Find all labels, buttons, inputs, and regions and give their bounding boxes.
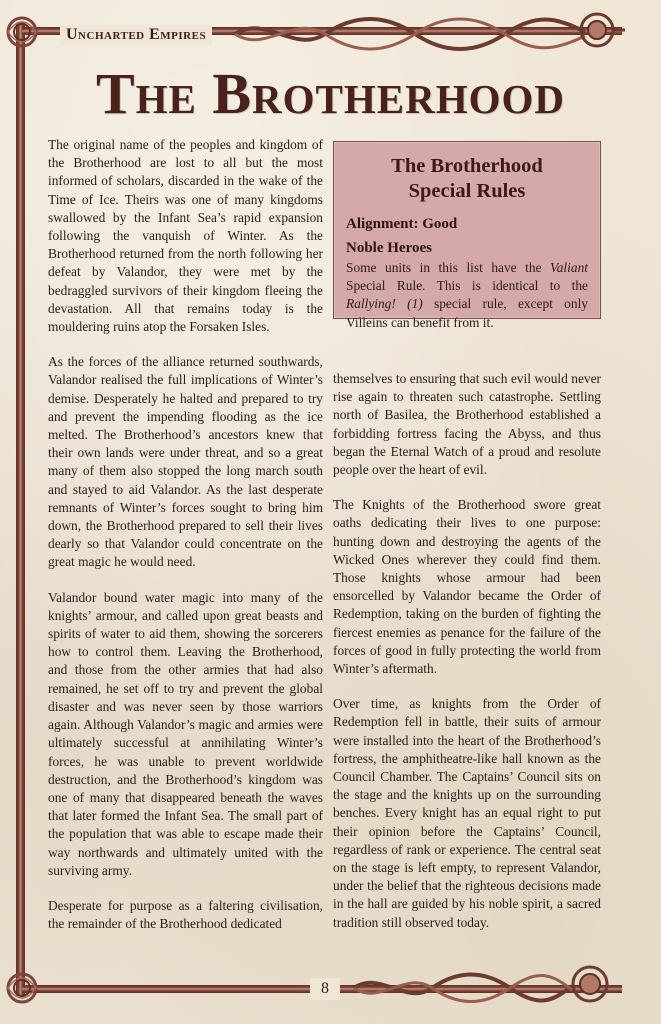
page-title: The Brotherhood: [95, 61, 566, 126]
left-column: [48, 136, 323, 950]
rule-text: Special Rule. This is identical to the: [346, 278, 588, 294]
rule-text-italic: Rallying! (1): [346, 296, 423, 312]
rule-name-heading: Noble Heroes: [346, 240, 432, 256]
body-paragraph: The Knights of the Brotherhood swore great oaths dedicating their lives to one purpose: hunting down and destroying the agents of the Wicked Ones wherever they could find them. Those knights whose armour had been ensorcelled by Valandor became the Order of Redemption, taking on the burden of fighting the fiercest enemies as penance for the failure of the forces of good in fully protecting the world from Winter’s aftermath.: [333, 497, 601, 677]
body-paragraph: Desperate for purpose as a faltering civilisation, the remainder of the Brotherhood dedicated: [48, 897, 323, 932]
rule-text: Some units in this list have the: [346, 260, 551, 275]
special-rules-title-line1: The Brotherhood: [391, 155, 543, 177]
rule-description: [346, 259, 588, 332]
body-paragraph: The original name of the peoples and kingdom of the Brotherhood are lost to all but the most informed of scholars, discarded in the wake of the Time of Ice. Theirs was one of many kingdoms swallowed by the Infant Sea’s rapid expansion following the vanquish of Winter. As the Brotherhood returned from the north following her defeat by Valandor, they were met by the bedraggled survivors of their kingdom fleeing the devastation. All that remains today is the mouldering ruins atop the Forsaken Isles.: [48, 137, 323, 335]
corner-ornament-icon: [2, 968, 48, 1014]
special-rules-title: [334, 154, 600, 204]
celtic-knot-footer-icon: [350, 958, 620, 1008]
body-paragraph: Over time, as knights from the Order of Redemption fell in battle, their suits of armour were installed into the heart of the Brotherhood’s fortress, the amphitheatre-like hall known as the Council Chamber. The Captains’ Council sits on the stage and the knights up on the surrounding benches. Every knight has an equal right to put their opinion before the Captains’ Council, regardless of rank or experience. The central seat on the stage is left empty, to represent Valandor, under the belief that the righteous decisions made in the hall are guided by his noble spirit, a sacred tradition still observed today.: [333, 696, 601, 930]
body-paragraph: Valandor bound water magic into many of the knights’ armour, and called upon great beasts and spirits of water to aid them, showing the sorcerers how to control them. Leaving the Brotherhood, and those from the other armies that had also remained, he set off to try and prevent the global disaster and was never seen by those warriors again. Although Valandor’s magic and armies were ultimately successful at annihilating Winter’s forces, he was unable to prevent worldwide destruction, and the Brotherhood’s kingdom was one of many that disappeared beneath the waves that later formed the Infant Sea. The small part of the population that was able to escape made their way northwards and ultimately united with the surviving army.: [48, 589, 323, 878]
body-paragraph: As the forces of the alliance returned southwards, Valandor realised the full implications of Winter’s demise. Desperately he halted and prepared to try and prevent the impending flooding as the ice melted. The Brotherhood’s ancestors knew that their own lands were under threat, and so a great many of them also stopped the long march south and stayed to aid Valandor. As the last desperate remnants of Winter’s forces sought to bring him down, the Brotherhood prepared to sell their lives dearly so that Valandor could concentrate on the great magic he would need.: [48, 354, 323, 570]
rule-text-italic: Valiant: [550, 260, 588, 275]
corner-ornament-icon: [2, 8, 48, 54]
running-header: Uncharted Empires: [60, 25, 212, 45]
page-number: 8: [310, 978, 340, 1000]
rule-text: special rule, except only Villeins can benefit from it.: [346, 296, 588, 330]
celtic-knot-header-icon: [225, 8, 630, 56]
special-rules-box: [333, 141, 601, 330]
left-border: [16, 22, 25, 996]
body-paragraph: themselves to ensuring that such evil would never rise again to threaten such catastrophe. Settling north of Basilea, the Brotherhood established a forbidding fortress facing the Abyss, and thus began the Eternal Watch of a proud and resolute people over the heart of evil.: [333, 371, 601, 478]
alignment-heading: Alignment: Good: [346, 216, 458, 232]
special-rules-title-line2: Special Rules: [408, 180, 526, 202]
right-column: [333, 370, 601, 949]
